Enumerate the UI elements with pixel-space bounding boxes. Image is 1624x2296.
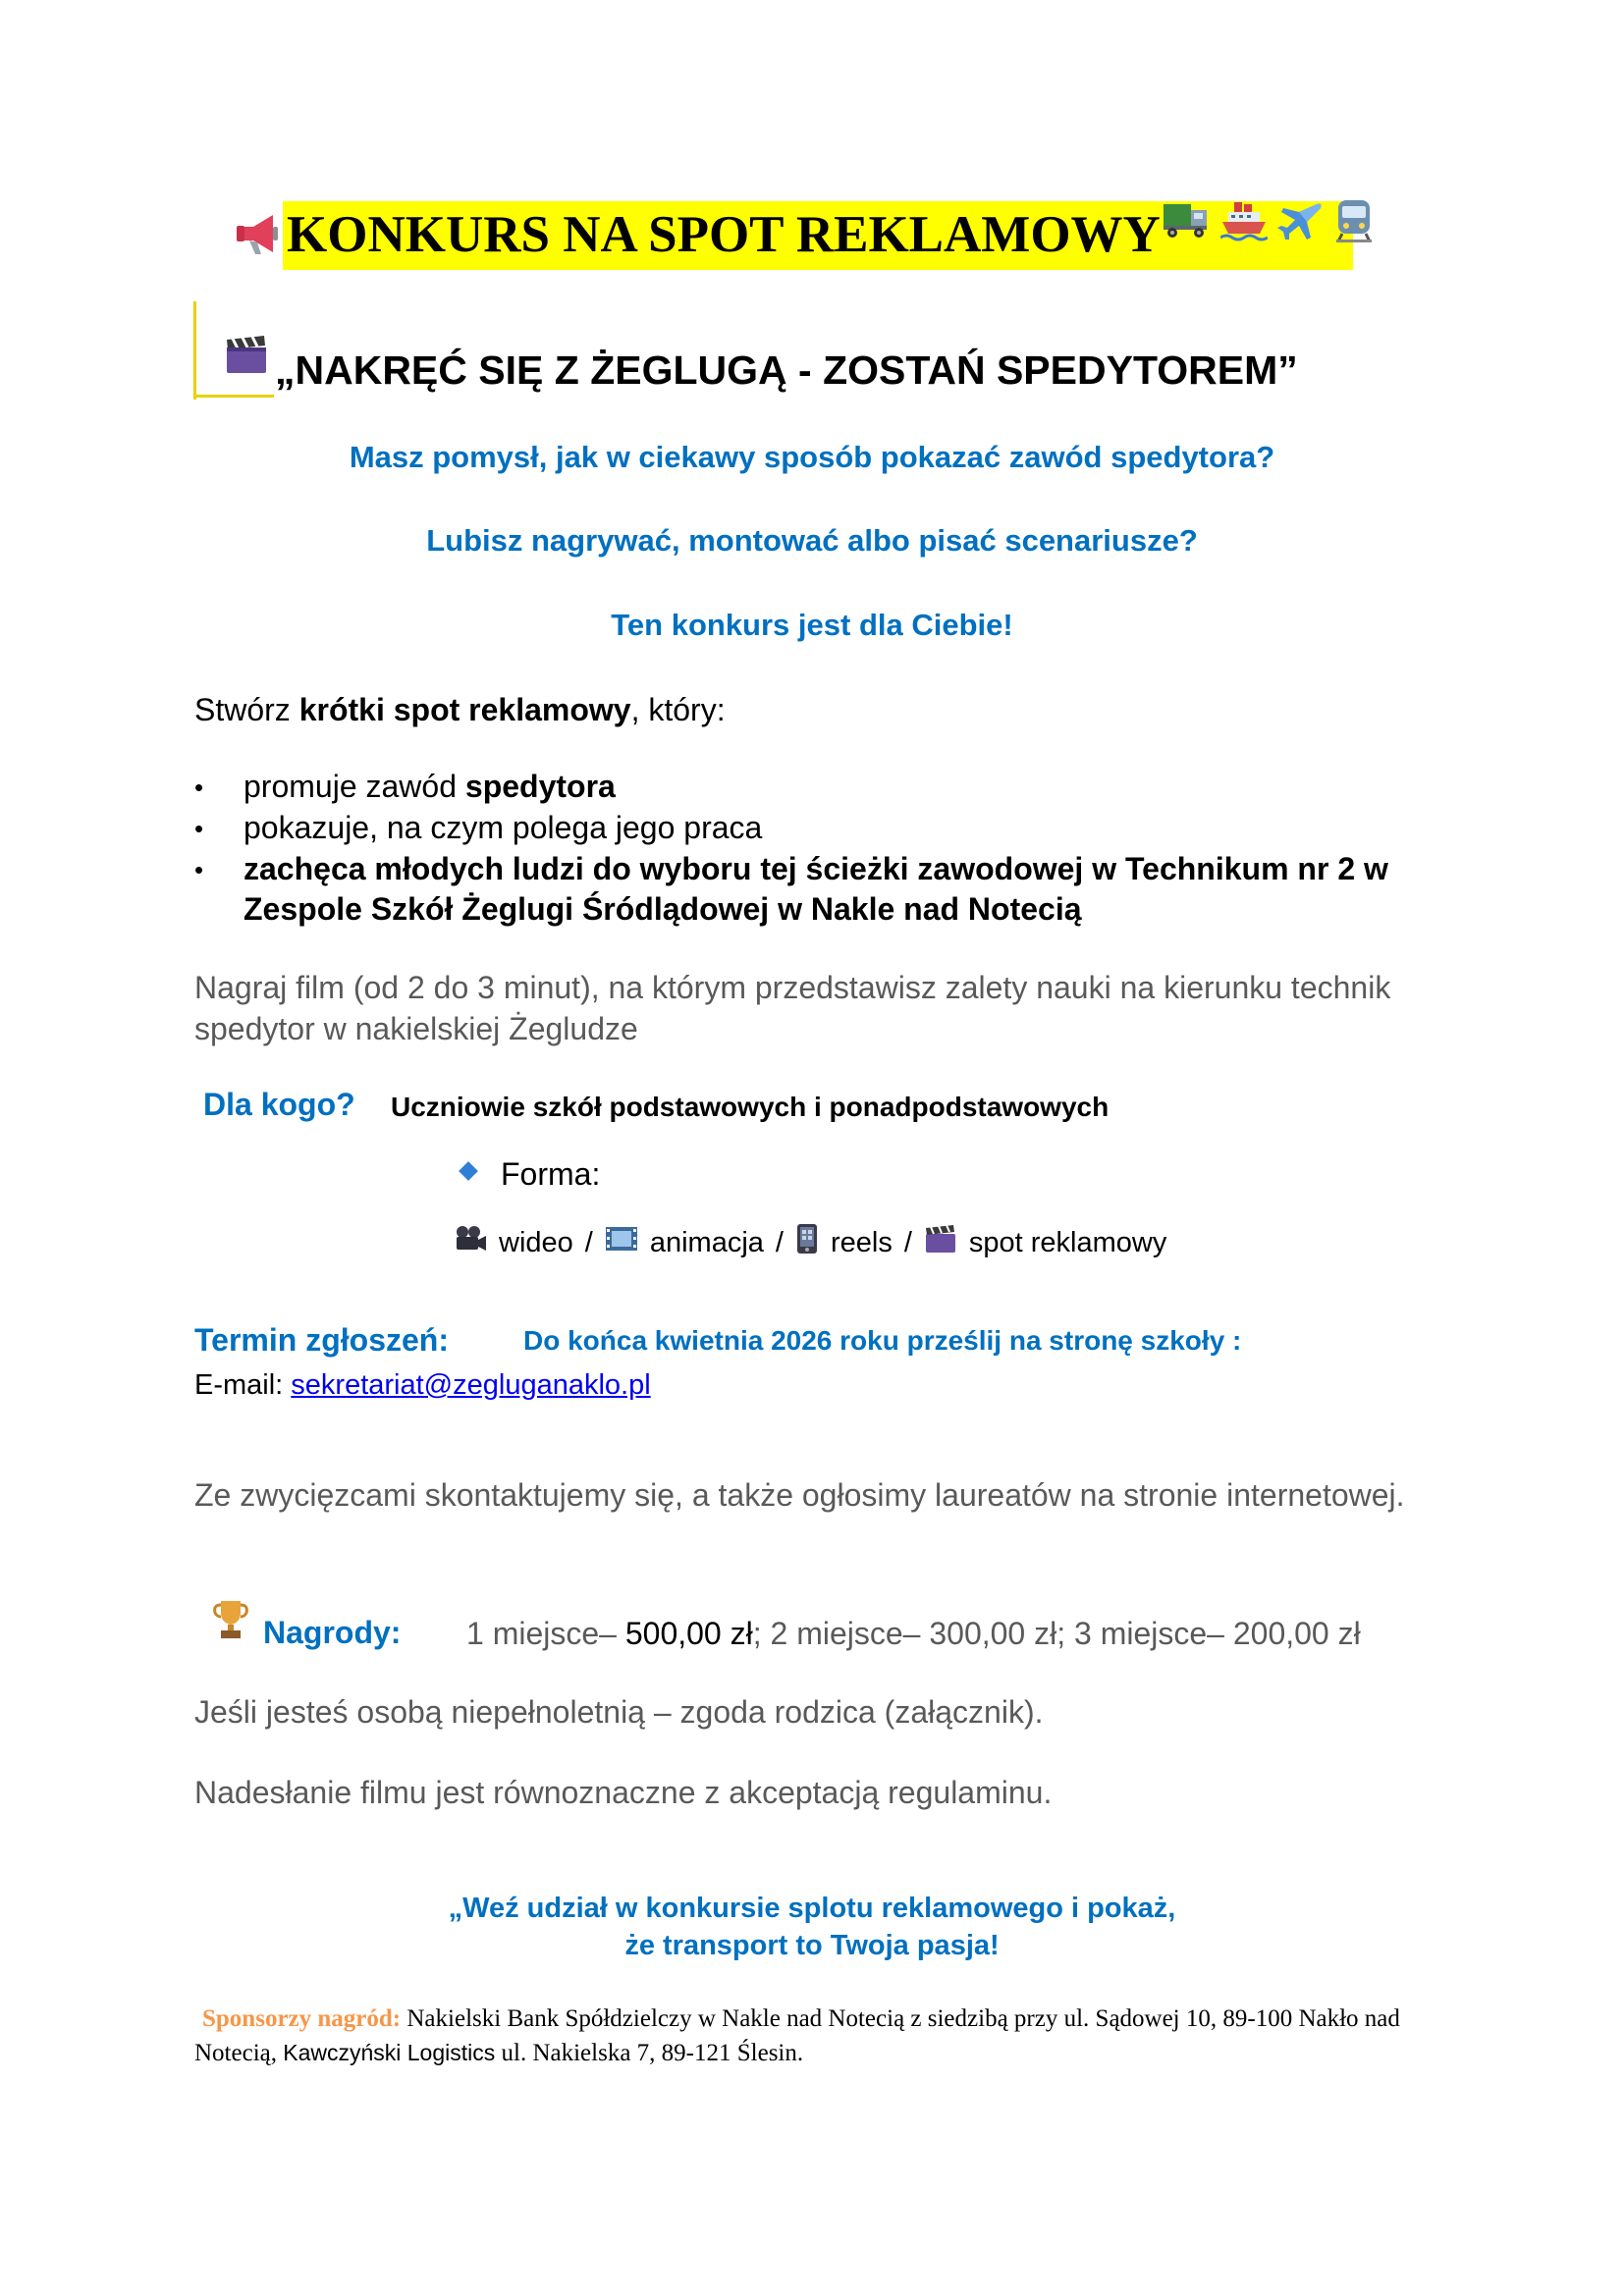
question-line: Ten konkurs jest dla Ciebie!	[611, 608, 1013, 642]
subtitle-frame-underline	[193, 395, 274, 398]
form-item-label: animacja	[649, 1226, 764, 1258]
closing-line: „Weź udział w konkursie splotu reklamowego i pokaż,	[448, 1893, 1176, 1924]
bullet-icon: •	[194, 814, 204, 843]
winners-info-paragraph: Ze zwycięzcami skontaktujemy się, a także ogłosimy laureatów na stronie internetowej.	[194, 1477, 1405, 1513]
separator: /	[584, 1226, 593, 1258]
closing-line: że transport to Twoja pasja!	[624, 1930, 1000, 1961]
diamond-bullet-icon	[459, 1161, 478, 1181]
list-item	[194, 808, 1471, 849]
list-item	[194, 849, 1471, 930]
list-item-bold-text: spedytora	[464, 769, 616, 804]
prizes-value	[466, 1616, 1361, 1652]
mobile-phone-icon	[795, 1223, 819, 1262]
audience-label: Dla kogo?	[203, 1087, 355, 1122]
clapper-board-icon	[924, 1224, 957, 1261]
trophy-icon	[211, 1597, 250, 1644]
email-label: E-mail:	[194, 1369, 292, 1401]
email-row	[194, 1369, 651, 1402]
list-item-text: pokazuje, na czym polega jego praca	[244, 810, 763, 845]
film-frames-icon	[605, 1224, 638, 1261]
sponsors-label: Sponsorzy nagród:	[202, 2005, 402, 2032]
train-icon	[1334, 198, 1374, 243]
consent-note: Jeśli jesteś osobą niepełnoletnią – zgoda rodzica (załącznik).	[194, 1694, 1044, 1730]
sponsors-text: ul. Nakielska 7, 89-121 Ślesin.	[495, 2040, 804, 2066]
form-item-label: spot reklamowy	[968, 1226, 1167, 1258]
bullet-icon: •	[194, 773, 204, 802]
intro-text: , który:	[630, 692, 726, 727]
bullet-icon: •	[194, 855, 204, 884]
form-label: Forma:	[501, 1156, 601, 1192]
sponsor-name: Kawczyński Logistics	[283, 2040, 496, 2065]
separator: /	[775, 1226, 784, 1258]
question-line: Lubisz nagrywać, montować albo pisać scenariusze?	[426, 523, 1198, 558]
contest-subtitle: „NAKRĘĆ SIĘ Z ŻEGLUGĄ - ZOSTAŃ SPEDYTOREM”	[275, 347, 1298, 393]
intro-text: Stwórz	[194, 692, 299, 727]
form-item-label: reels	[830, 1226, 893, 1258]
ship-icon	[1220, 198, 1268, 243]
clapper-board-icon	[224, 334, 269, 379]
prizes-label: Nagrody:	[263, 1615, 402, 1650]
megaphone-icon	[234, 211, 281, 260]
film-info-paragraph: Nagraj film (od 2 do 3 minut), na którym przedstawisz zalety nauki na kierunku technik spedytor w nakielskiej Żegludze	[194, 970, 1391, 1046]
subtitle-frame-line	[193, 301, 196, 400]
sponsors-text: Nakielski Bank Spółdzielczy w Nakle nad Notecią z siedzibą przy ul. Sądowej 10, 89-100 Nakło nad Notecią,	[194, 2005, 1400, 2066]
form-item-label: wideo	[499, 1226, 573, 1258]
form-heading	[461, 1156, 600, 1193]
prize-text: 1 miejsce–	[466, 1616, 625, 1651]
rules-note: Nadesłanie filmu jest równoznaczne z akceptacją regulaminu.	[194, 1775, 1053, 1810]
prize-text: ; 2 miejsce– 300,00 zł; 3 miejsce– 200,00 zł	[752, 1616, 1361, 1651]
intro-paragraph	[194, 692, 726, 728]
prize-first-amount: 500,00 zł	[624, 1616, 753, 1651]
separator: /	[903, 1226, 912, 1258]
form-formats-list	[454, 1223, 1166, 1262]
email-link[interactable]: sekretariat@zegluganaklo.pl	[291, 1369, 651, 1401]
list-item	[194, 767, 1471, 808]
question-line: Masz pomysł, jak w ciekawy sposób pokazać zawód spedytora?	[349, 440, 1275, 474]
deadline-value: Do końca kwietnia 2026 roku prześlij na stronę szkoły :	[523, 1325, 1242, 1356]
deadline-label: Termin zgłoszeń:	[194, 1322, 449, 1358]
truck-icon	[1162, 198, 1211, 243]
list-item-text: promuje zawód	[244, 769, 465, 804]
intro-bold-text: krótki spot reklamowy	[298, 692, 631, 727]
audience-value: Uczniowie szkół podstawowych i ponadpodstawowych	[391, 1092, 1110, 1122]
closing-slogan	[0, 1890, 1624, 1964]
sponsors-paragraph	[194, 2002, 1471, 2070]
transport-icons	[1162, 198, 1374, 243]
airplane-icon	[1277, 198, 1325, 243]
movie-camera-icon	[454, 1224, 487, 1261]
requirements-list	[194, 767, 1471, 930]
list-item-bold-text: zachęca młodych ludzi do wyboru tej ścieżki zawodowej w Technikum nr 2 w Zespole Szkół Żeglugi Śródlądowej w Nakle nad Notecią	[244, 851, 1388, 927]
page-title: KONKURS NA SPOT REKLAMOWY	[287, 206, 1161, 263]
